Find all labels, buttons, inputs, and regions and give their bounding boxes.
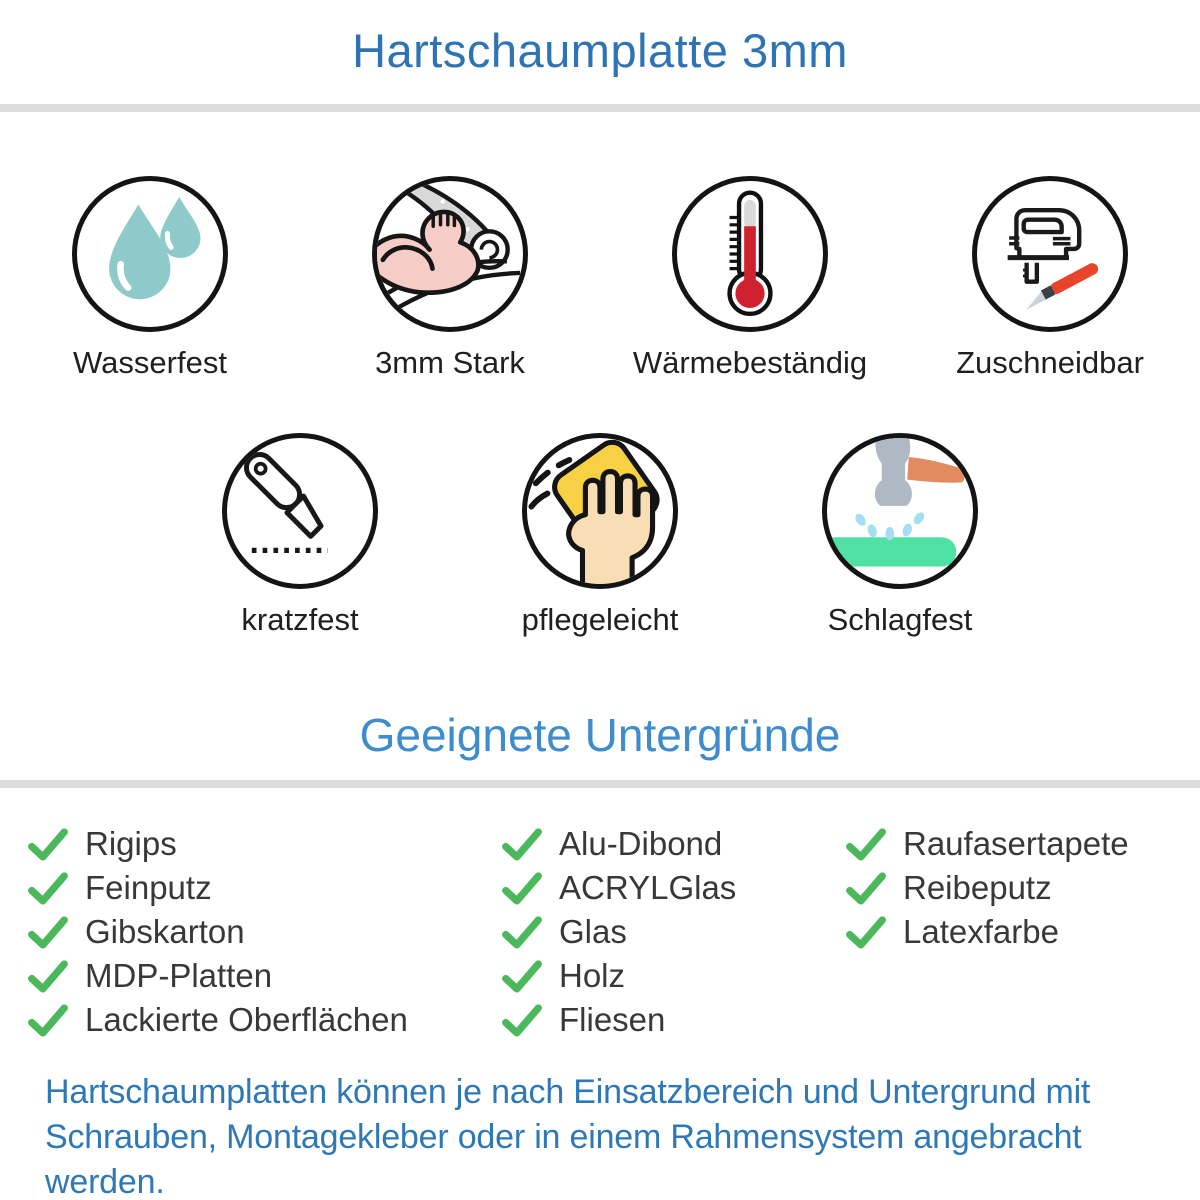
feature-kratzfest — [150, 433, 450, 638]
wasserfest-badge — [72, 176, 228, 332]
substrate-label: Latexfarbe — [903, 913, 1059, 951]
check-icon — [26, 826, 70, 862]
feature-label-schlagfest: Schlagfest — [827, 602, 973, 638]
substrate-label: Lackierte Oberflächen — [85, 1001, 408, 1039]
feature-label-waermebestaendig: Wärmebeständig — [632, 345, 868, 381]
check-icon — [500, 1002, 544, 1038]
feature-wasserfest — [0, 176, 300, 381]
check-icon — [26, 914, 70, 950]
check-icon — [26, 1002, 70, 1038]
check-icon — [500, 958, 544, 994]
check-icon — [500, 914, 544, 950]
waermebestaendig-badge — [672, 176, 828, 332]
substrate-item — [500, 822, 844, 866]
feature-pflegeleicht — [450, 433, 750, 638]
substrate-item — [26, 910, 500, 954]
water-drops-icon — [77, 181, 223, 327]
substrate-item — [26, 954, 500, 998]
jigsaw-knife-icon — [977, 181, 1123, 327]
substrate-label: MDP-Platten — [85, 957, 273, 995]
divider — [0, 780, 1200, 788]
features-row-2 — [0, 433, 1200, 638]
substrate-label: Raufasertapete — [903, 825, 1129, 863]
schlagfest-badge — [822, 433, 978, 589]
feature-zuschneidbar — [900, 176, 1200, 381]
hand-cloth-icon — [527, 438, 673, 584]
substrate-item — [500, 954, 844, 998]
check-icon — [26, 870, 70, 906]
substrate-item — [500, 910, 844, 954]
substrate-item — [26, 822, 500, 866]
divider — [0, 104, 1200, 112]
stark-badge — [372, 176, 528, 332]
feature-label-kratzfest: kratzfest — [241, 602, 359, 638]
check-icon — [500, 826, 544, 862]
check-icon — [844, 826, 888, 862]
feature-label-pflegeleicht: pflegeleicht — [521, 602, 679, 638]
substrate-label: Rigips — [85, 825, 177, 863]
pflegeleicht-badge — [522, 433, 678, 589]
flexed-arm-board-icon — [377, 181, 523, 327]
substrates-column-3 — [844, 822, 1200, 1042]
substrate-item — [26, 866, 500, 910]
substrate-item — [844, 910, 1200, 954]
feature-label-3mm-stark: 3mm Stark — [375, 345, 525, 381]
thermometer-icon — [677, 181, 823, 327]
section-title-untergruende: Geeignete Untergründe — [359, 709, 841, 762]
kratzfest-badge — [222, 433, 378, 589]
substrate-label: Holz — [559, 957, 626, 995]
substrate-label: Feinputz — [85, 869, 212, 907]
substrate-label: Gibskarton — [85, 913, 245, 951]
feature-3mm-stark — [300, 176, 600, 381]
substrates-column-2 — [500, 822, 844, 1042]
mounting-note-line-1: Hartschaumplatten können je nach Einsatzbereich und Untergrund mit — [45, 1073, 1091, 1112]
feature-schlagfest — [750, 433, 1050, 638]
zuschneidbar-badge — [972, 176, 1128, 332]
substrate-label: ACRYLGlas — [559, 869, 737, 907]
substrate-label: Reibeputz — [903, 869, 1052, 907]
page-title: Hartschaumplatte 3mm — [352, 24, 848, 77]
substrate-item — [844, 866, 1200, 910]
feature-label-zuschneidbar: Zuschneidbar — [956, 345, 1144, 381]
substrate-label: Fliesen — [559, 1001, 666, 1039]
substrate-item — [844, 822, 1200, 866]
substrate-item — [500, 866, 844, 910]
substrate-item — [26, 998, 500, 1042]
feature-label-wasserfest: Wasserfest — [73, 345, 227, 381]
check-icon — [500, 870, 544, 906]
substrates-column-1 — [26, 822, 500, 1042]
hammer-impact-icon — [827, 438, 973, 584]
check-icon — [844, 914, 888, 950]
mounting-note-line-2: Schrauben, Montagekleber oder in einem Rahmensystem angebracht werden. — [45, 1118, 1082, 1200]
features-row-1 — [0, 176, 1200, 381]
substrate-item — [500, 998, 844, 1042]
check-icon — [844, 870, 888, 906]
utility-knife-icon — [227, 438, 373, 584]
substrates-list — [0, 822, 1200, 1042]
feature-waermebestaendig — [600, 176, 900, 381]
substrate-label: Glas — [559, 913, 627, 951]
mounting-note — [0, 1070, 1200, 1200]
check-icon — [26, 958, 70, 994]
substrate-label: Alu-Dibond — [559, 825, 723, 863]
